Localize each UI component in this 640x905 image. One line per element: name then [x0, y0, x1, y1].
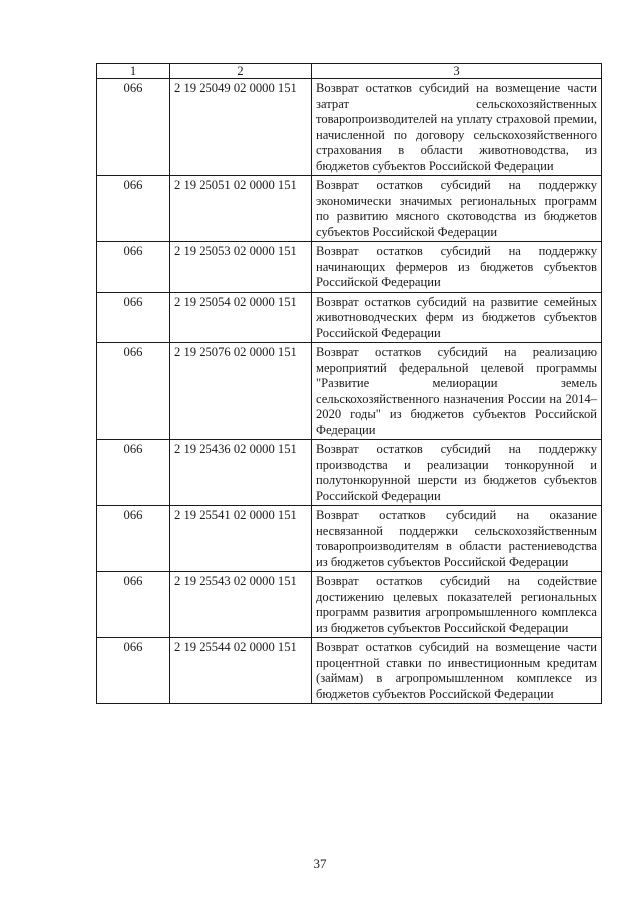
page-number: 37 — [313, 856, 327, 871]
table-row — [97, 506, 602, 572]
income-name-cell: Возврат остатков субсидий на содействие достижению целевых показателей региональных программ развития агропромышленного комплекса из бюджетов субъектов Российской Федерации — [312, 572, 602, 638]
admin-code-cell: 066 — [97, 440, 170, 506]
budget-code-cell: 2 19 25053 02 0000 151 — [170, 242, 312, 293]
income-name-cell: Возврат остатков субсидий на поддержку производства и реализации тонкорунной и полутонкорунной шерсти из бюджетов субъектов Российской Федерации — [312, 440, 602, 506]
admin-code-cell: 066 — [97, 343, 170, 440]
table-row — [97, 343, 602, 440]
income-name-cell: Возврат остатков субсидий на возмещение части процентной ставки по инвестиционным кредитам (займам) в агропромышленном комплексе из бюджетов субъектов Российской Федерации — [312, 638, 602, 704]
column-header-2: 2 — [170, 64, 312, 79]
admin-code-cell: 066 — [97, 292, 170, 343]
income-name-cell: Возврат остатков субсидий на поддержку начинающих фермеров из бюджетов субъектов Российской Федерации — [312, 242, 602, 293]
table-header-row — [97, 64, 602, 79]
admin-code-cell: 066 — [97, 638, 170, 704]
budget-code-cell: 2 19 25543 02 0000 151 — [170, 572, 312, 638]
table-row — [97, 176, 602, 242]
budget-code-cell: 2 19 25436 02 0000 151 — [170, 440, 312, 506]
budget-code-cell: 2 19 25049 02 0000 151 — [170, 79, 312, 176]
table-row — [97, 242, 602, 293]
budget-code-cell: 2 19 25544 02 0000 151 — [170, 638, 312, 704]
budget-code-cell: 2 19 25541 02 0000 151 — [170, 506, 312, 572]
admin-code-cell: 066 — [97, 242, 170, 293]
budget-code-cell: 2 19 25076 02 0000 151 — [170, 343, 312, 440]
budget-code-cell: 2 19 25051 02 0000 151 — [170, 176, 312, 242]
table-row — [97, 79, 602, 176]
column-header-1: 1 — [97, 64, 170, 79]
admin-code-cell: 066 — [97, 506, 170, 572]
income-name-cell: Возврат остатков субсидий на возмещение части затрат сельскохозяйственных товаропроизводителей на уплату страховой премии, начисленной по договору сельскохозяйственного страхования в области животноводства, из бюджетов субъектов Российской Федерации — [312, 79, 602, 176]
admin-code-cell: 066 — [97, 176, 170, 242]
admin-code-cell: 066 — [97, 79, 170, 176]
budget-codes-table — [96, 63, 602, 704]
table-row — [97, 638, 602, 704]
income-name-cell: Возврат остатков субсидий на поддержку экономически значимых региональных программ по развитию мясного скотоводства из бюджетов субъектов Российской Федерации — [312, 176, 602, 242]
income-name-cell: Возврат остатков субсидий на реализацию мероприятий федеральной целевой программы "Развитие мелиорации земель сельскохозяйственного назначения России на 2014–2020 годы" из бюджетов субъектов Российской Федерации — [312, 343, 602, 440]
income-name-cell: Возврат остатков субсидий на развитие семейных животноводческих ферм из бюджетов субъектов Российской Федерации — [312, 292, 602, 343]
column-header-3: 3 — [312, 64, 602, 79]
table-row — [97, 572, 602, 638]
table-row — [97, 440, 602, 506]
table-row — [97, 292, 602, 343]
budget-code-cell: 2 19 25054 02 0000 151 — [170, 292, 312, 343]
income-name-cell: Возврат остатков субсидий на оказание несвязанной поддержки сельскохозяйственным товаропроизводителям в области растениеводства из бюджетов субъектов Российской Федерации — [312, 506, 602, 572]
admin-code-cell: 066 — [97, 572, 170, 638]
